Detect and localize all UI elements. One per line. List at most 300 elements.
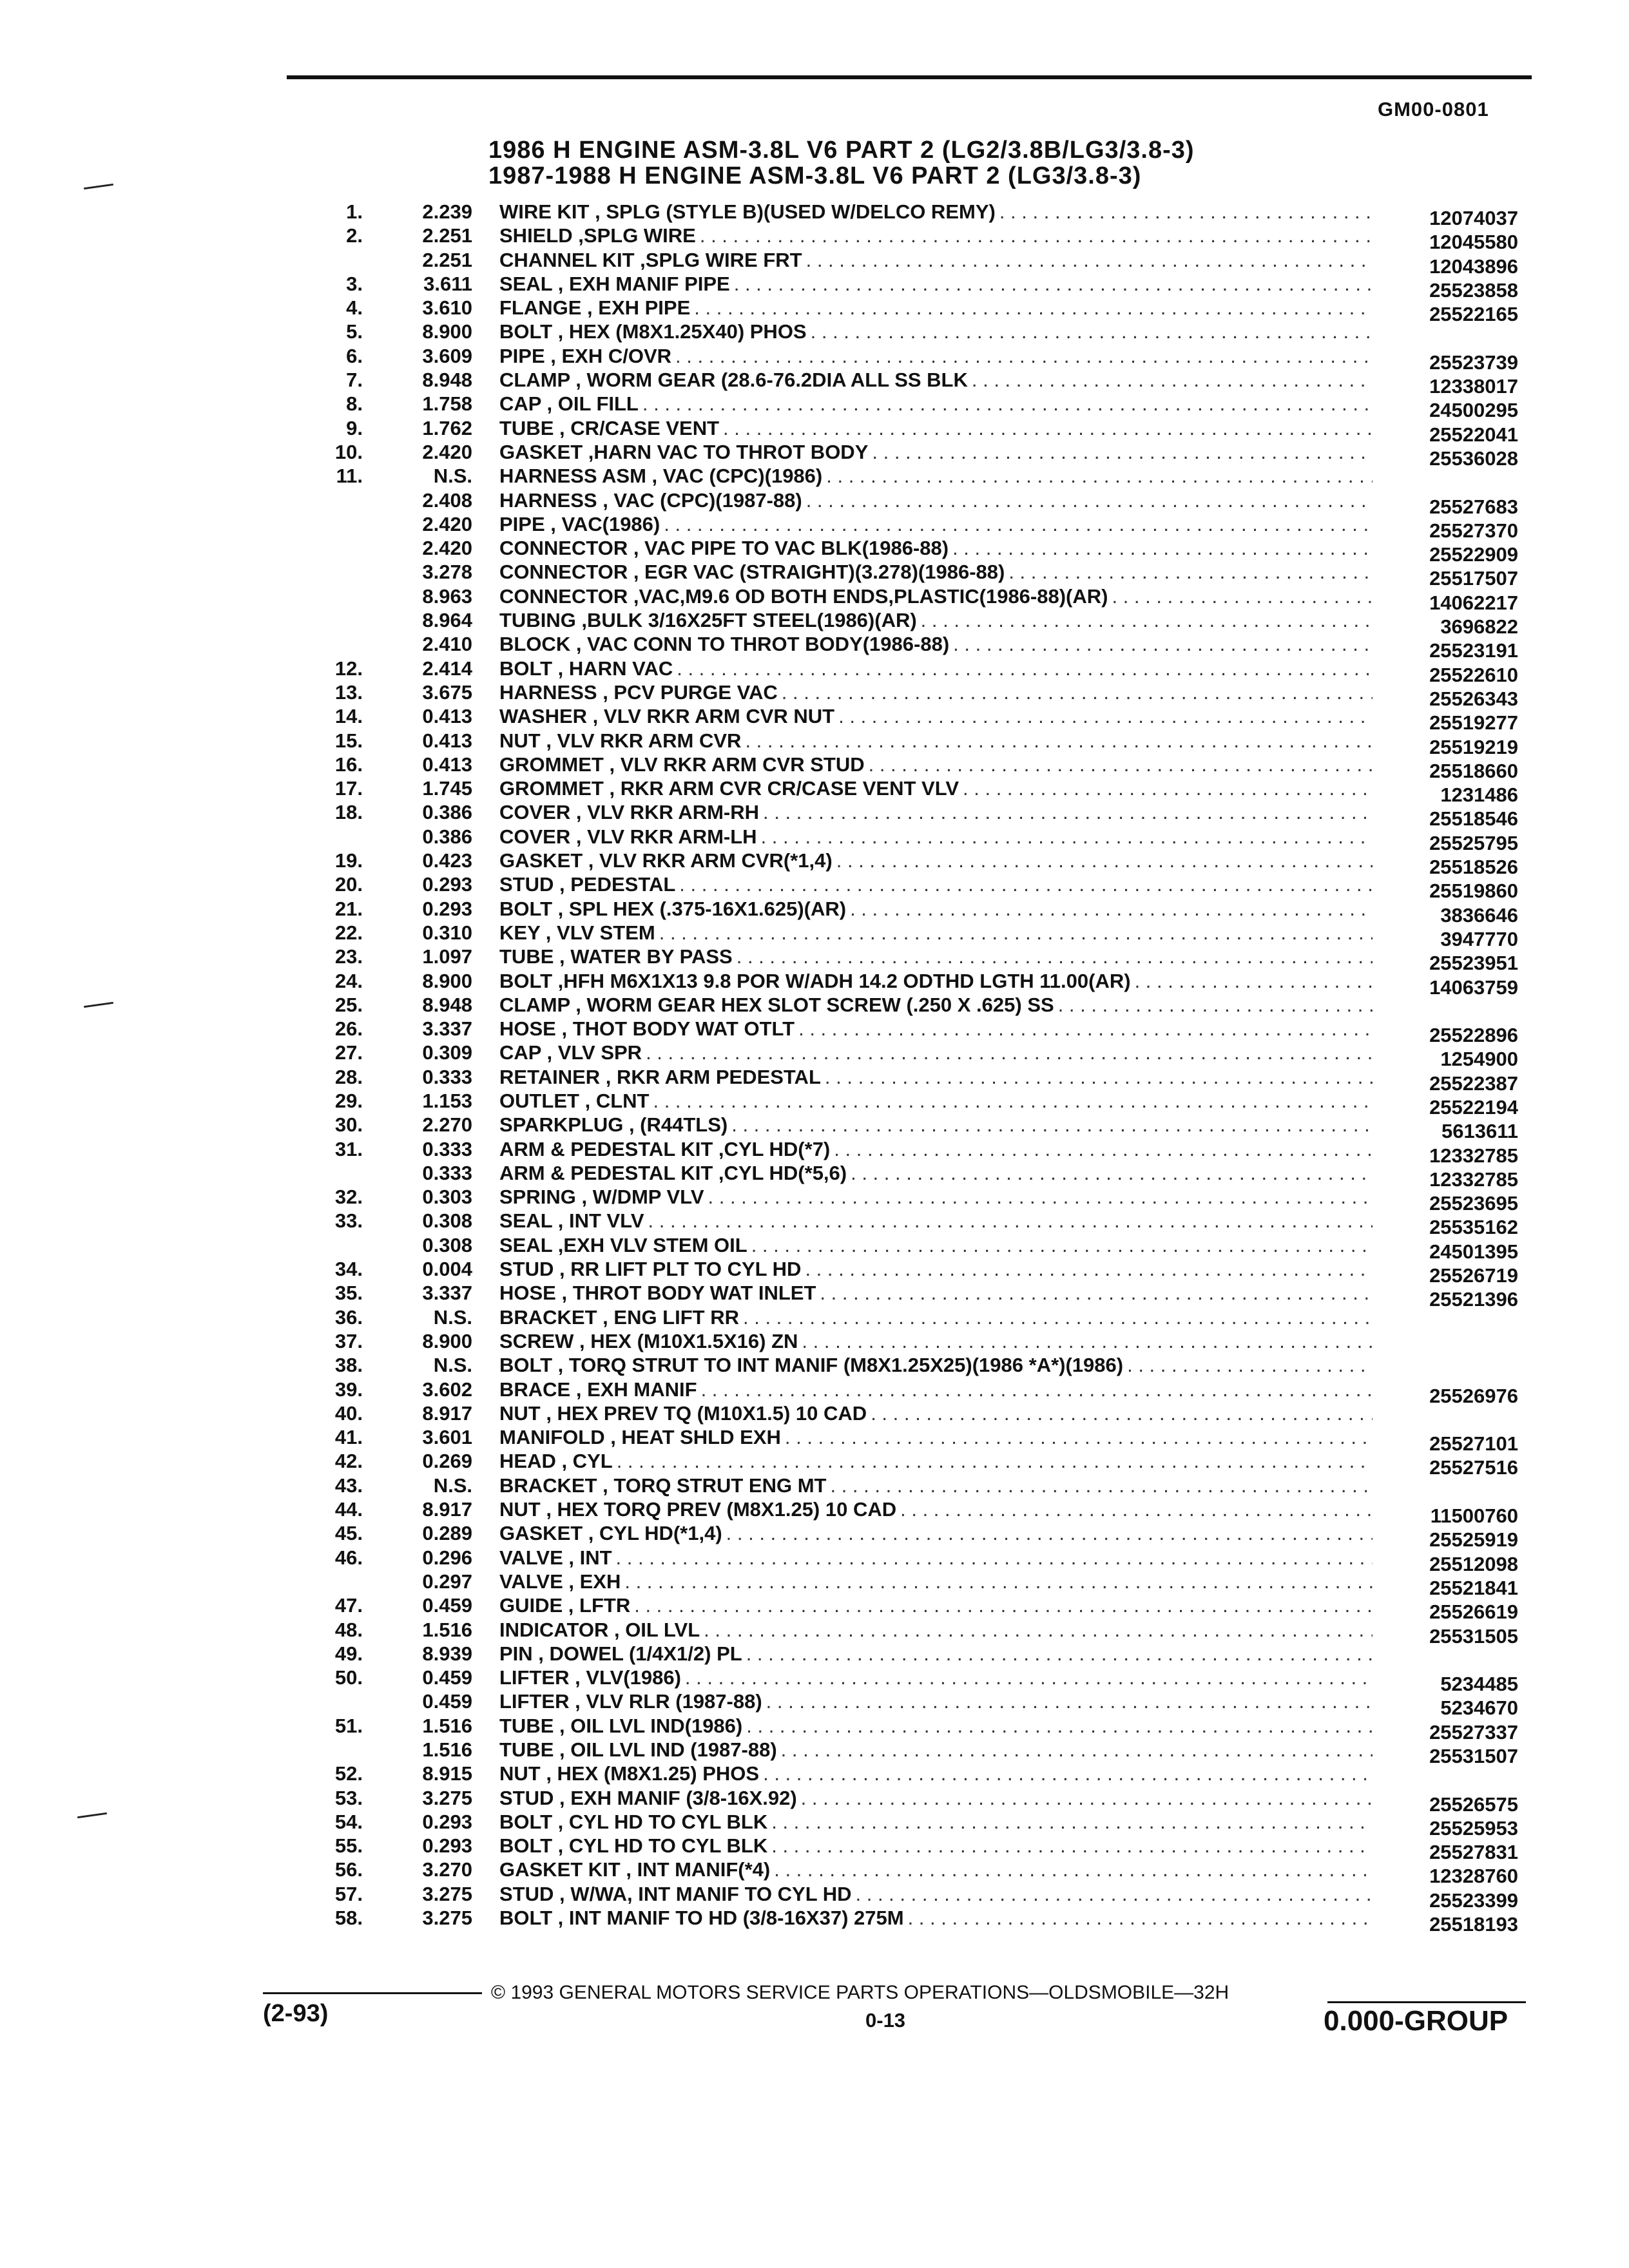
item-number: 37. xyxy=(334,1329,363,1352)
footer-rule-right xyxy=(1327,2001,1526,2003)
item-number: 30. xyxy=(334,1113,363,1137)
description-text: CONNECTOR , VAC PIPE TO VAC BLK(1986-88) xyxy=(499,537,949,560)
item-number: 55. xyxy=(334,1834,363,1858)
part-number: 25523695 xyxy=(1429,1192,1518,1215)
item-number: 57. xyxy=(334,1882,363,1905)
figure-reference: 2.414 xyxy=(422,657,472,680)
item-number: 31. xyxy=(334,1137,363,1160)
footer-page-number: 0-13 xyxy=(865,2009,906,2032)
part-description xyxy=(499,584,1373,608)
parts-row xyxy=(0,1882,1629,1912)
dot-leader xyxy=(826,464,1373,488)
parts-row xyxy=(0,1786,1629,1816)
figure-reference: 1.745 xyxy=(422,777,472,800)
figure-reference: 0.333 xyxy=(422,1065,472,1088)
item-number: 49. xyxy=(334,1642,363,1665)
figure-reference: 1.762 xyxy=(422,416,472,439)
description-text: GROMMET , VLV RKR ARM CVR STUD xyxy=(499,753,865,776)
part-number: 25512098 xyxy=(1429,1552,1518,1575)
item-number: 19. xyxy=(334,849,363,872)
figure-reference: 8.948 xyxy=(422,369,472,392)
part-description xyxy=(499,1546,1373,1570)
parts-row xyxy=(0,1858,1629,1888)
parts-row xyxy=(0,1474,1629,1497)
footer-copyright: © 1993 GENERAL MOTORS SERVICE PARTS OPERATIONS—OLDSMOBILE—32H xyxy=(491,1982,1229,2003)
item-number: 11. xyxy=(336,465,363,488)
dot-leader xyxy=(802,1329,1373,1353)
item-number: 32. xyxy=(334,1186,363,1209)
dot-leader xyxy=(766,1689,1373,1713)
item-number: 26. xyxy=(334,1017,363,1041)
part-description xyxy=(499,1353,1373,1377)
part-description xyxy=(499,800,1373,824)
part-description xyxy=(499,1593,1373,1617)
part-number: 24500295 xyxy=(1429,399,1518,422)
parts-row xyxy=(0,872,1629,903)
figure-reference: 0.413 xyxy=(422,753,472,776)
parts-row xyxy=(0,1305,1629,1329)
part-number: 25522165 xyxy=(1429,303,1518,326)
description-text: TUBE , OIL LVL IND (1987-88) xyxy=(499,1738,777,1761)
figure-reference: 1.153 xyxy=(422,1089,472,1112)
dot-leader xyxy=(921,608,1373,632)
item-number: 27. xyxy=(334,1041,363,1064)
dot-leader xyxy=(726,1521,1373,1545)
description-text: TUBE , OIL LVL IND(1986) xyxy=(499,1714,743,1737)
part-description xyxy=(499,1689,1373,1713)
figure-reference: 0.303 xyxy=(422,1186,472,1209)
part-number: 25523739 xyxy=(1429,351,1518,374)
parts-row xyxy=(0,632,1629,662)
description-text: BOLT , HEX (M8X1.25X40) PHOS xyxy=(499,320,807,343)
dot-leader xyxy=(806,488,1373,512)
dot-leader xyxy=(624,1570,1373,1593)
description-text: HOSE , THOT BODY WAT OTLT xyxy=(499,1017,795,1041)
parts-row xyxy=(0,440,1629,470)
dot-leader xyxy=(801,1786,1373,1810)
figure-reference: 2.420 xyxy=(422,512,472,535)
description-text: VALVE , EXH xyxy=(499,1570,621,1593)
parts-row xyxy=(0,272,1629,302)
description-text: VALVE , INT xyxy=(499,1546,612,1569)
parts-row xyxy=(0,584,1629,614)
dot-leader xyxy=(869,753,1373,776)
part-number: 25519219 xyxy=(1429,735,1518,758)
parts-row xyxy=(0,512,1629,542)
description-text: CLAMP , WORM GEAR HEX SLOT SCREW (.250 X .625) SS xyxy=(499,993,1054,1016)
part-description xyxy=(499,1834,1373,1858)
item-number: 39. xyxy=(334,1378,363,1401)
figure-reference: 3.275 xyxy=(422,1882,472,1905)
parts-row xyxy=(0,993,1629,1017)
part-number: 5613611 xyxy=(1441,1120,1518,1143)
item-number: 52. xyxy=(334,1762,363,1785)
part-description xyxy=(499,536,1373,560)
description-text: BOLT , TORQ STRUT TO INT MANIF (M8X1.25X25)(1986 *A*)(1986) xyxy=(499,1354,1124,1377)
part-description xyxy=(499,969,1373,993)
description-text: PIN , DOWEL (1/4X1/2) PL xyxy=(499,1642,742,1665)
figure-reference: 8.915 xyxy=(422,1762,472,1785)
figure-reference: 0.004 xyxy=(422,1258,472,1281)
part-description xyxy=(499,392,1373,416)
part-description xyxy=(499,1906,1373,1930)
dot-leader xyxy=(704,1618,1373,1642)
parts-row xyxy=(0,1618,1629,1648)
figure-reference: 0.413 xyxy=(422,729,472,752)
parts-row xyxy=(0,969,1629,999)
description-text: COVER , VLV RKR ARM-RH xyxy=(499,801,759,824)
dot-leader xyxy=(872,440,1373,464)
dot-leader xyxy=(782,680,1373,704)
parts-row xyxy=(0,1209,1629,1239)
item-number: 42. xyxy=(334,1450,363,1473)
part-number: 25527831 xyxy=(1429,1841,1518,1864)
figure-reference: 8.917 xyxy=(422,1498,472,1521)
item-number: 43. xyxy=(334,1474,363,1497)
description-text: NUT , VLV RKR ARM CVR xyxy=(499,729,742,752)
item-number: 33. xyxy=(334,1209,363,1233)
parts-row xyxy=(0,488,1629,518)
item-number: 23. xyxy=(334,945,363,968)
parts-row xyxy=(0,1113,1629,1143)
dot-leader xyxy=(999,200,1373,224)
description-text: INDICATOR , OIL LVL xyxy=(499,1618,700,1641)
dot-leader xyxy=(1135,969,1373,993)
parts-row xyxy=(0,1233,1629,1263)
parts-row xyxy=(0,1329,1629,1353)
part-number: 25519277 xyxy=(1429,711,1518,735)
part-description xyxy=(499,1089,1373,1113)
figure-reference: 1.516 xyxy=(422,1738,472,1761)
part-description xyxy=(499,1618,1373,1642)
figure-reference: 2.251 xyxy=(422,248,472,271)
part-description xyxy=(499,1137,1373,1161)
description-text: SPARKPLUG , (R44TLS) xyxy=(499,1113,728,1137)
dot-leader xyxy=(953,632,1373,656)
figure-reference: 0.293 xyxy=(422,873,472,896)
description-text: STUD , RR LIFT PLT TO CYL HD xyxy=(499,1258,802,1281)
part-description xyxy=(499,608,1373,632)
figure-reference: 0.386 xyxy=(422,801,472,824)
figure-reference: 0.293 xyxy=(422,897,472,920)
part-description xyxy=(499,488,1373,512)
parts-row xyxy=(0,1065,1629,1095)
part-description xyxy=(499,224,1373,247)
parts-row xyxy=(0,464,1629,488)
dot-leader xyxy=(785,1425,1373,1449)
description-text: COVER , VLV RKR ARM-LH xyxy=(499,825,757,848)
item-number: 21. xyxy=(334,897,363,920)
part-description xyxy=(499,1570,1373,1593)
part-number: 25527101 xyxy=(1429,1432,1518,1456)
parts-row xyxy=(0,560,1629,590)
figure-reference: 3.275 xyxy=(422,1786,472,1809)
part-number: 25521841 xyxy=(1429,1576,1518,1599)
parts-row xyxy=(0,392,1629,422)
part-number: 12043896 xyxy=(1429,255,1518,278)
item-number: 24. xyxy=(334,969,363,992)
part-description xyxy=(499,657,1373,680)
dot-leader xyxy=(830,1474,1373,1497)
part-number: 25518546 xyxy=(1429,807,1518,831)
dot-leader xyxy=(836,849,1373,872)
item-number: 17. xyxy=(334,777,363,800)
item-number: 50. xyxy=(334,1666,363,1689)
description-text: SEAL ,EXH VLV STEM OIL xyxy=(499,1233,747,1256)
description-text: NUT , HEX (M8X1.25) PHOS xyxy=(499,1762,760,1785)
figure-reference: 2.410 xyxy=(422,633,472,656)
dot-leader xyxy=(774,1858,1373,1881)
parts-row xyxy=(0,200,1629,229)
dot-leader xyxy=(900,1497,1373,1521)
figure-reference: 3.337 xyxy=(422,1017,472,1041)
figure-reference: 3.270 xyxy=(422,1858,472,1881)
parts-row xyxy=(0,296,1629,326)
part-description xyxy=(499,680,1373,704)
dot-leader xyxy=(798,1017,1373,1041)
description-text: BLOCK , VAC CONN TO THROT BODY(1986-88) xyxy=(499,633,950,656)
dot-leader xyxy=(972,368,1373,392)
description-text: GASKET ,HARN VAC TO THROT BODY xyxy=(499,440,869,463)
figure-reference: 0.459 xyxy=(422,1666,472,1689)
part-number: 25523399 xyxy=(1429,1888,1518,1912)
figure-reference: 8.900 xyxy=(422,1329,472,1352)
description-text: BRACKET , TORQ STRUT ENG MT xyxy=(499,1474,827,1497)
figure-reference: 8.900 xyxy=(422,320,472,343)
dot-leader xyxy=(952,536,1373,560)
figure-reference: 3.278 xyxy=(422,561,472,584)
parts-row xyxy=(0,1521,1629,1552)
part-description xyxy=(499,1065,1373,1089)
description-text: GROMMET , RKR ARM CVR CR/CASE VENT VLV xyxy=(499,777,959,800)
item-number: 44. xyxy=(334,1498,363,1521)
part-description xyxy=(499,296,1373,320)
figure-reference: 0.308 xyxy=(422,1209,472,1233)
item-number: 4. xyxy=(346,296,363,320)
dot-leader xyxy=(677,657,1373,680)
dot-leader xyxy=(761,825,1373,849)
parts-row xyxy=(0,1449,1629,1479)
figure-reference: 8.963 xyxy=(422,584,472,608)
part-description xyxy=(499,993,1373,1017)
figure-reference: 0.297 xyxy=(422,1570,472,1593)
part-description xyxy=(499,368,1373,392)
parts-row xyxy=(0,1689,1629,1720)
part-description xyxy=(499,1113,1373,1137)
part-description xyxy=(499,1449,1373,1473)
description-text: BRACE , EXH MANIF xyxy=(499,1378,697,1401)
parts-row xyxy=(0,1185,1629,1215)
dot-leader xyxy=(746,1714,1373,1738)
figure-reference: 2.251 xyxy=(422,224,472,247)
parts-row xyxy=(0,1497,1629,1528)
part-description xyxy=(499,1281,1373,1305)
description-text: SHIELD ,SPLG WIRE xyxy=(499,224,696,247)
part-description xyxy=(499,200,1373,224)
dot-leader xyxy=(805,1257,1373,1281)
dot-leader xyxy=(856,1882,1373,1906)
dot-leader xyxy=(634,1593,1373,1617)
page-title-line-1: 1986 H ENGINE ASM-3.8L V6 PART 2 (LG2/3.8B/LG3/3.8-3) xyxy=(488,137,1195,164)
part-number: 25518526 xyxy=(1429,856,1518,879)
dot-leader xyxy=(743,1305,1373,1329)
dot-leader xyxy=(1112,584,1373,608)
part-description xyxy=(499,1257,1373,1281)
top-rule xyxy=(287,75,1532,79)
part-description xyxy=(499,1642,1373,1666)
part-description xyxy=(499,416,1373,440)
part-number: 25521396 xyxy=(1429,1288,1518,1311)
parts-list xyxy=(0,200,1629,1936)
dot-leader xyxy=(659,921,1373,945)
part-number: 25526976 xyxy=(1429,1384,1518,1407)
dot-leader xyxy=(701,1378,1373,1401)
item-number: 22. xyxy=(334,921,363,944)
description-text: GASKET , CYL HD(*1,4) xyxy=(499,1522,722,1545)
description-text: BOLT , CYL HD TO CYL BLK xyxy=(499,1810,768,1833)
figure-reference: 1.758 xyxy=(422,392,472,416)
part-number: 25522909 xyxy=(1429,543,1518,566)
part-description xyxy=(499,1161,1373,1185)
description-text: HARNESS ASM , VAC (CPC)(1986) xyxy=(499,465,823,488)
item-number: 48. xyxy=(334,1618,363,1641)
figure-reference: N.S. xyxy=(433,1474,472,1497)
part-number: 25526619 xyxy=(1429,1600,1518,1624)
part-description xyxy=(499,1714,1373,1738)
footer-date: (2-93) xyxy=(263,2000,329,2027)
description-text: GUIDE , LFTR xyxy=(499,1594,631,1617)
dot-leader xyxy=(1008,560,1373,584)
description-text: STUD , W/WA, INT MANIF TO CYL HD xyxy=(499,1882,852,1905)
parts-row xyxy=(0,1041,1629,1071)
item-number: 7. xyxy=(346,369,363,392)
figure-reference: 2.420 xyxy=(422,537,472,560)
figure-reference: 2.420 xyxy=(422,440,472,463)
figure-reference: 0.309 xyxy=(422,1041,472,1064)
dot-leader xyxy=(646,1041,1373,1064)
dot-leader xyxy=(685,1666,1373,1689)
description-text: CLAMP , WORM GEAR (28.6-76.2DIA ALL SS BLK xyxy=(499,369,968,392)
dot-leader xyxy=(751,1233,1373,1257)
item-number: 34. xyxy=(334,1258,363,1281)
parts-row xyxy=(0,680,1629,710)
part-number: 25527516 xyxy=(1429,1456,1518,1479)
item-number: 35. xyxy=(334,1282,363,1305)
description-text: BOLT , HARN VAC xyxy=(499,657,673,680)
parts-row xyxy=(0,825,1629,854)
item-number: 15. xyxy=(334,729,363,752)
part-number: 25527683 xyxy=(1429,495,1518,518)
description-text: STUD , EXH MANIF (3/8-16X.92) xyxy=(499,1786,797,1809)
description-text: WIRE KIT , SPLG (STYLE B)(USED W/DELCO REMY) xyxy=(499,200,996,223)
part-number: 25527370 xyxy=(1429,519,1518,542)
part-number: 3947770 xyxy=(1440,927,1518,950)
parts-row xyxy=(0,1401,1629,1425)
page-title-line-2: 1987-1988 H ENGINE ASM-3.8L V6 PART 2 (LG3/3.8-3) xyxy=(488,162,1142,189)
parts-row xyxy=(0,729,1629,758)
figure-reference: 0.308 xyxy=(422,1233,472,1256)
part-description xyxy=(499,1858,1373,1881)
part-description xyxy=(499,704,1373,728)
description-text: HEAD , CYL xyxy=(499,1450,613,1473)
dot-leader xyxy=(763,1762,1373,1785)
part-description xyxy=(499,464,1373,488)
figure-reference: 0.459 xyxy=(422,1690,472,1713)
figure-reference: 2.239 xyxy=(422,200,472,223)
figure-reference: 3.337 xyxy=(422,1282,472,1305)
part-number: 25525953 xyxy=(1429,1816,1518,1840)
part-description xyxy=(499,753,1373,776)
part-description xyxy=(499,945,1373,968)
part-number: 14063759 xyxy=(1429,975,1518,999)
dot-leader xyxy=(763,800,1373,824)
description-text: CHANNEL KIT ,SPLG WIRE FRT xyxy=(499,248,802,271)
figure-reference: 0.333 xyxy=(422,1161,472,1184)
figure-reference: 0.386 xyxy=(422,825,472,848)
part-description xyxy=(499,729,1373,753)
description-text: SPRING , W/DMP VLV xyxy=(499,1186,704,1209)
dot-leader xyxy=(963,776,1373,800)
part-description xyxy=(499,1786,1373,1810)
item-number: 3. xyxy=(346,272,363,295)
item-number: 41. xyxy=(334,1426,363,1449)
description-text: TUBE , CR/CASE VENT xyxy=(499,416,720,439)
parts-row xyxy=(0,704,1629,735)
part-number: 12328760 xyxy=(1429,1865,1518,1888)
parts-row xyxy=(0,224,1629,254)
part-number: 25522610 xyxy=(1429,663,1518,686)
description-text: LIFTER , VLV RLR (1987-88) xyxy=(499,1690,762,1713)
dot-leader xyxy=(851,1161,1373,1185)
dot-leader xyxy=(616,1546,1373,1570)
part-description xyxy=(499,632,1373,656)
description-text: LIFTER , VLV(1986) xyxy=(499,1666,681,1689)
part-number: 25526575 xyxy=(1429,1792,1518,1816)
part-number: 12074037 xyxy=(1429,207,1518,229)
figure-reference: 8.917 xyxy=(422,1401,472,1425)
dot-leader xyxy=(734,272,1373,296)
part-description xyxy=(499,1762,1373,1785)
description-text: BOLT , SPL HEX (.375-16X1.625)(AR) xyxy=(499,897,847,920)
part-description xyxy=(499,1474,1373,1497)
item-number: 45. xyxy=(334,1522,363,1545)
description-text: BOLT ,HFH M6X1X13 9.8 POR W/ADH 14.2 ODTHD LGTH 11.00(AR) xyxy=(499,969,1131,992)
figure-reference: 0.413 xyxy=(422,705,472,728)
description-text: ARM & PEDESTAL KIT ,CYL HD(*7) xyxy=(499,1137,831,1160)
item-number: 5. xyxy=(346,320,363,343)
figure-reference: 3.675 xyxy=(422,680,472,704)
dot-leader xyxy=(708,1185,1373,1209)
part-description xyxy=(499,921,1373,945)
footer-group: 0.000-GROUP xyxy=(1324,2005,1509,2037)
parts-row xyxy=(0,1017,1629,1047)
part-description xyxy=(499,1425,1373,1449)
description-text: HARNESS , PCV PURGE VAC xyxy=(499,680,778,704)
parts-row xyxy=(0,1257,1629,1287)
dot-leader xyxy=(825,1065,1373,1089)
figure-reference: 8.939 xyxy=(422,1642,472,1665)
part-number: 1254900 xyxy=(1440,1048,1518,1071)
dot-leader xyxy=(781,1738,1373,1762)
parts-row xyxy=(0,776,1629,807)
part-description xyxy=(499,825,1373,849)
part-number: 1231486 xyxy=(1440,783,1518,807)
item-number: 51. xyxy=(334,1714,363,1737)
part-description xyxy=(499,1329,1373,1353)
part-number: 25531505 xyxy=(1429,1624,1518,1648)
figure-reference: 0.289 xyxy=(422,1522,472,1545)
figure-reference: 3.602 xyxy=(422,1378,472,1401)
